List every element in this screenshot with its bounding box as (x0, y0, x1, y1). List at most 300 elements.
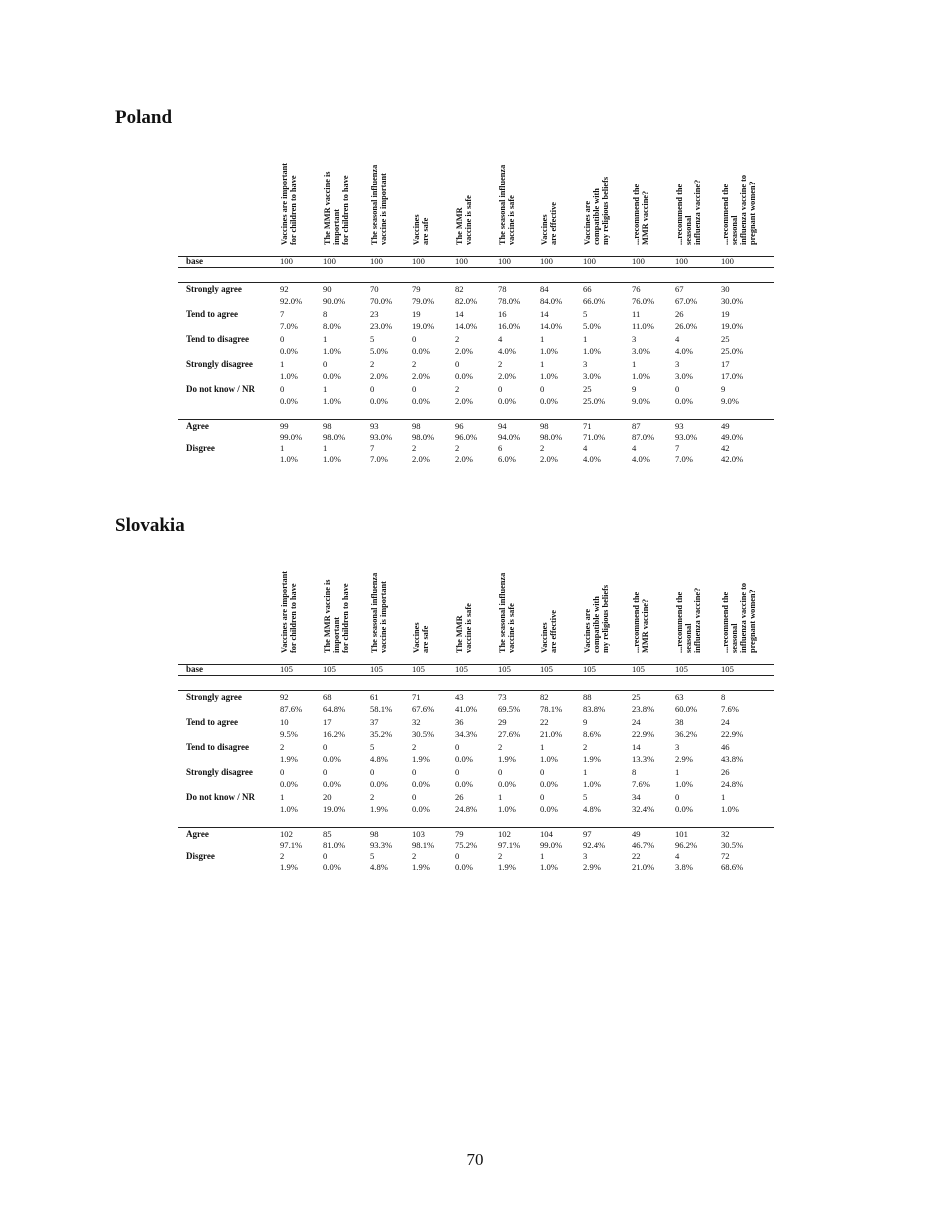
percent-value: 2.0% (455, 346, 473, 356)
base-value: 105 (280, 664, 293, 674)
agree-percent: 97.1% (280, 840, 303, 850)
count-value: 2 (455, 384, 460, 394)
count-value: 26 (455, 792, 464, 802)
row-label-tend-to-disagree: Tend to disagree (186, 334, 250, 344)
column-header-text: The MMR vaccine is safe (455, 603, 473, 653)
percent-value: 1.0% (323, 396, 341, 406)
agree-count: 98 (412, 421, 421, 431)
count-value: 0 (323, 742, 328, 752)
agree-percent: 98.1% (412, 840, 435, 850)
percent-value: 0.0% (412, 779, 430, 789)
column-header-text: ...recommend the seasonal influenza vaccine to pregnant women? (721, 174, 757, 245)
percent-value: 64.8% (323, 704, 346, 714)
count-value: 92 (280, 692, 289, 702)
column-header (280, 553, 322, 653)
count-value: 0 (455, 767, 460, 777)
agree-percent: 81.0% (323, 840, 346, 850)
percent-value: 23.0% (370, 321, 393, 331)
disagree-percent: 0.0% (323, 862, 341, 872)
base-rule (178, 675, 774, 676)
row-label-disagree: Disgree (186, 851, 215, 861)
percent-value: 1.0% (280, 371, 298, 381)
percent-value: 30.0% (721, 296, 744, 306)
disagree-count: 2 (412, 443, 417, 453)
base-value: 100 (370, 256, 383, 266)
responses-top-rule (178, 690, 774, 691)
percent-value: 78.1% (540, 704, 563, 714)
count-value: 67 (675, 284, 684, 294)
base-value: 105 (540, 664, 553, 674)
disagree-percent: 1.0% (540, 862, 558, 872)
disagree-count: 0 (323, 851, 328, 861)
base-value: 105 (632, 664, 645, 674)
percent-value: 35.2% (370, 729, 393, 739)
column-header-text: ...recommend the MMR vaccine? (632, 183, 650, 245)
count-value: 38 (675, 717, 684, 727)
count-value: 3 (675, 359, 680, 369)
percent-value: 7.6% (632, 779, 650, 789)
agree-count: 104 (540, 829, 553, 839)
percent-value: 19.0% (412, 321, 435, 331)
count-value: 1 (323, 384, 328, 394)
percent-value: 60.0% (675, 704, 698, 714)
percent-value: 19.0% (323, 804, 346, 814)
percent-value: 76.0% (632, 296, 655, 306)
disagree-percent: 6.0% (498, 454, 516, 464)
count-value: 3 (583, 359, 588, 369)
agree-percent: 98.0% (540, 432, 563, 442)
count-value: 61 (370, 692, 379, 702)
column-header (721, 553, 763, 653)
column-header-text: ...recommend the seasonal influenza vaccine? (675, 587, 702, 653)
column-header (280, 145, 322, 245)
count-value: 0 (540, 767, 545, 777)
percent-value: 78.0% (498, 296, 521, 306)
percent-value: 25.0% (721, 346, 744, 356)
column-header (675, 145, 717, 245)
disagree-count: 6 (498, 443, 503, 453)
percent-value: 14.0% (455, 321, 478, 331)
agree-count: 93 (675, 421, 684, 431)
column-header (323, 145, 365, 245)
percent-value: 0.0% (412, 346, 430, 356)
disagree-count: 1 (280, 443, 285, 453)
agree-count: 87 (632, 421, 641, 431)
agree-percent: 87.0% (632, 432, 655, 442)
percent-value: 90.0% (323, 296, 346, 306)
count-value: 4 (675, 334, 680, 344)
column-header-text: Vaccines are compatible with my religious beliefs (583, 176, 610, 245)
column-header-text: The MMR vaccine is important for children to have (323, 579, 350, 653)
agree-percent: 98.0% (412, 432, 435, 442)
agree-count: 79 (455, 829, 464, 839)
row-label-strongly-agree: Strongly agree (186, 692, 242, 702)
agree-percent: 96.2% (675, 840, 698, 850)
percent-value: 17.0% (721, 371, 744, 381)
count-value: 25 (721, 334, 730, 344)
count-value: 20 (323, 792, 332, 802)
disagree-percent: 1.0% (323, 454, 341, 464)
disagree-count: 0 (455, 851, 460, 861)
count-value: 3 (675, 742, 680, 752)
count-value: 29 (498, 717, 507, 727)
count-value: 1 (675, 767, 680, 777)
count-value: 8 (721, 692, 726, 702)
disagree-percent: 7.0% (370, 454, 388, 464)
column-header-text: Vaccines are safe (412, 622, 430, 653)
percent-value: 67.0% (675, 296, 698, 306)
percent-value: 83.8% (583, 704, 606, 714)
disagree-count: 42 (721, 443, 730, 453)
agree-percent: 75.2% (455, 840, 478, 850)
percent-value: 8.0% (323, 321, 341, 331)
row-label-agree: Agree (186, 421, 209, 431)
count-value: 17 (721, 359, 730, 369)
row-label-tend-to-agree: Tend to agree (186, 309, 239, 319)
percent-value: 0.0% (280, 779, 298, 789)
disagree-percent: 21.0% (632, 862, 655, 872)
count-value: 14 (540, 309, 549, 319)
count-value: 82 (455, 284, 464, 294)
agree-percent: 93.0% (675, 432, 698, 442)
percent-value: 1.0% (675, 779, 693, 789)
row-label-base: base (186, 664, 204, 674)
column-header (498, 145, 540, 245)
summary-top-rule (178, 419, 774, 420)
column-header (455, 145, 497, 245)
count-value: 24 (632, 717, 641, 727)
disagree-count: 2 (412, 851, 417, 861)
base-value: 100 (498, 256, 511, 266)
count-value: 0 (280, 334, 285, 344)
percent-value: 1.0% (280, 804, 298, 814)
disagree-percent: 1.9% (280, 862, 298, 872)
disagree-percent: 1.9% (498, 862, 516, 872)
agree-percent: 99.0% (540, 840, 563, 850)
agree-count: 85 (323, 829, 332, 839)
disagree-percent: 0.0% (455, 862, 473, 872)
disagree-percent: 42.0% (721, 454, 744, 464)
poland-table (178, 145, 774, 485)
column-header-text: The MMR vaccine is safe (455, 195, 473, 245)
disagree-percent: 3.8% (675, 862, 693, 872)
count-value: 22 (540, 717, 549, 727)
agree-count: 96 (455, 421, 464, 431)
count-value: 1 (540, 334, 545, 344)
disagree-percent: 2.9% (583, 862, 601, 872)
count-value: 9 (632, 384, 637, 394)
base-value: 100 (721, 256, 734, 266)
percent-value: 3.0% (583, 371, 601, 381)
agree-count: 101 (675, 829, 688, 839)
count-value: 9 (721, 384, 726, 394)
percent-value: 25.0% (583, 396, 606, 406)
percent-value: 4.0% (498, 346, 516, 356)
count-value: 30 (721, 284, 730, 294)
percent-value: 30.5% (412, 729, 435, 739)
percent-value: 84.0% (540, 296, 563, 306)
percent-value: 7.6% (721, 704, 739, 714)
count-value: 5 (583, 309, 588, 319)
count-value: 5 (370, 742, 375, 752)
percent-value: 0.0% (323, 779, 341, 789)
agree-count: 98 (540, 421, 549, 431)
count-value: 10 (280, 717, 289, 727)
disagree-percent: 1.0% (280, 454, 298, 464)
slovakia-table (178, 553, 774, 893)
count-value: 2 (498, 359, 503, 369)
percent-value: 9.0% (632, 396, 650, 406)
column-header (370, 553, 412, 653)
column-header (498, 553, 540, 653)
percent-value: 0.0% (323, 371, 341, 381)
count-value: 3 (632, 334, 637, 344)
disagree-count: 4 (632, 443, 637, 453)
count-value: 79 (412, 284, 421, 294)
percent-value: 11.0% (632, 321, 654, 331)
base-value: 100 (412, 256, 425, 266)
percent-value: 0.0% (498, 396, 516, 406)
agree-count: 98 (323, 421, 332, 431)
column-header-text: ...recommend the seasonal influenza vaccine? (675, 179, 702, 245)
column-header-text: Vaccines are effective (540, 202, 558, 245)
percent-value: 0.0% (323, 754, 341, 764)
count-value: 17 (323, 717, 332, 727)
count-value: 92 (280, 284, 289, 294)
percent-value: 43.8% (721, 754, 744, 764)
agree-percent: 99.0% (280, 432, 303, 442)
percent-value: 0.0% (455, 371, 473, 381)
disagree-count: 1 (540, 851, 545, 861)
percent-value: 32.4% (632, 804, 655, 814)
percent-value: 0.0% (280, 396, 298, 406)
disagree-percent: 4.0% (583, 454, 601, 464)
count-value: 2 (455, 334, 460, 344)
base-value: 105 (455, 664, 468, 674)
percent-value: 1.0% (540, 346, 558, 356)
percent-value: 1.0% (540, 754, 558, 764)
percent-value: 14.0% (540, 321, 563, 331)
agree-count: 97 (583, 829, 592, 839)
percent-value: 4.8% (370, 754, 388, 764)
count-value: 8 (632, 767, 637, 777)
column-header (583, 553, 625, 653)
percent-value: 2.0% (412, 371, 430, 381)
percent-value: 5.0% (370, 346, 388, 356)
count-value: 0 (540, 384, 545, 394)
disagree-count: 2 (280, 851, 285, 861)
count-value: 46 (721, 742, 730, 752)
base-value: 100 (675, 256, 688, 266)
disagree-percent: 4.0% (632, 454, 650, 464)
column-header-text: Vaccines are important for children to have (280, 162, 298, 245)
percent-value: 2.0% (455, 396, 473, 406)
row-label-do-not-know: Do not know / NR (186, 792, 256, 802)
disagree-percent: 2.0% (455, 454, 473, 464)
base-value: 100 (632, 256, 645, 266)
percent-value: 0.0% (675, 804, 693, 814)
row-label-strongly-disagree: Strongly disagree (186, 767, 253, 777)
percent-value: 22.9% (632, 729, 655, 739)
disagree-count: 4 (583, 443, 588, 453)
count-value: 84 (540, 284, 549, 294)
disagree-count: 3 (583, 851, 588, 861)
count-value: 0 (280, 767, 285, 777)
agree-percent: 98.0% (323, 432, 346, 442)
percent-value: 70.0% (370, 296, 393, 306)
section-title-slovakia: Slovakia (115, 515, 185, 536)
count-value: 0 (412, 384, 417, 394)
percent-value: 87.6% (280, 704, 303, 714)
percent-value: 1.0% (583, 779, 601, 789)
row-label-disagree: Disgree (186, 443, 215, 453)
disagree-count: 2 (498, 851, 503, 861)
percent-value: 13.3% (632, 754, 655, 764)
column-header (412, 553, 454, 653)
column-header (540, 553, 582, 653)
disagree-count: 22 (632, 851, 641, 861)
percent-value: 92.0% (280, 296, 303, 306)
count-value: 1 (540, 742, 545, 752)
count-value: 0 (412, 334, 417, 344)
percent-value: 1.9% (280, 754, 298, 764)
percent-value: 2.0% (498, 371, 516, 381)
base-value: 105 (721, 664, 734, 674)
agree-count: 49 (721, 421, 730, 431)
count-value: 0 (675, 792, 680, 802)
percent-value: 82.0% (455, 296, 478, 306)
count-value: 43 (455, 692, 464, 702)
count-value: 19 (412, 309, 421, 319)
agree-percent: 97.1% (498, 840, 521, 850)
percent-value: 21.0% (540, 729, 563, 739)
column-header (412, 145, 454, 245)
percent-value: 1.9% (370, 804, 388, 814)
percent-value: 19.0% (721, 321, 744, 331)
agree-count: 102 (498, 829, 511, 839)
count-value: 2 (370, 792, 375, 802)
count-value: 8 (323, 309, 328, 319)
percent-value: 41.0% (455, 704, 478, 714)
count-value: 0 (370, 384, 375, 394)
count-value: 0 (323, 767, 328, 777)
disagree-count: 1 (323, 443, 328, 453)
column-header (323, 553, 365, 653)
percent-value: 22.9% (721, 729, 744, 739)
count-value: 2 (412, 359, 417, 369)
count-value: 4 (498, 334, 503, 344)
base-value: 105 (675, 664, 688, 674)
column-header-text: The seasonal influenza vaccine is safe (498, 572, 516, 653)
percent-value: 0.0% (540, 779, 558, 789)
count-value: 9 (583, 717, 588, 727)
percent-value: 0.0% (370, 396, 388, 406)
disagree-count: 4 (675, 851, 680, 861)
count-value: 90 (323, 284, 332, 294)
agree-count: 98 (370, 829, 379, 839)
responses-top-rule (178, 282, 774, 283)
count-value: 19 (721, 309, 730, 319)
base-value: 100 (323, 256, 336, 266)
count-value: 1 (540, 359, 545, 369)
disagree-percent: 1.9% (412, 862, 430, 872)
percent-value: 34.3% (455, 729, 478, 739)
percent-value: 0.0% (498, 779, 516, 789)
count-value: 0 (412, 792, 417, 802)
percent-value: 23.8% (632, 704, 655, 714)
count-value: 5 (583, 792, 588, 802)
percent-value: 8.6% (583, 729, 601, 739)
count-value: 0 (498, 767, 503, 777)
count-value: 1 (280, 359, 285, 369)
percent-value: 58.1% (370, 704, 393, 714)
agree-count: 93 (370, 421, 379, 431)
agree-count: 71 (583, 421, 592, 431)
percent-value: 67.6% (412, 704, 435, 714)
count-value: 1 (498, 792, 503, 802)
percent-value: 2.0% (370, 371, 388, 381)
percent-value: 0.0% (455, 754, 473, 764)
count-value: 14 (455, 309, 464, 319)
summary-top-rule (178, 827, 774, 828)
column-header-text: ...recommend the MMR vaccine? (632, 591, 650, 653)
column-header (370, 145, 412, 245)
count-value: 37 (370, 717, 379, 727)
column-header (632, 553, 674, 653)
column-header-text: The seasonal influenza vaccine is safe (498, 164, 516, 245)
count-value: 73 (498, 692, 507, 702)
disagree-count: 72 (721, 851, 730, 861)
count-value: 2 (583, 742, 588, 752)
base-value: 100 (540, 256, 553, 266)
disagree-count: 5 (370, 851, 375, 861)
agree-count: 32 (721, 829, 730, 839)
base-value: 105 (498, 664, 511, 674)
count-value: 0 (370, 767, 375, 777)
count-value: 11 (632, 309, 641, 319)
count-value: 0 (455, 742, 460, 752)
percent-value: 69.5% (498, 704, 521, 714)
column-header-text: The seasonal influenza vaccine is important (370, 572, 388, 653)
count-value: 5 (370, 334, 375, 344)
disagree-count: 7 (675, 443, 680, 453)
percent-value: 9.0% (721, 396, 739, 406)
percent-value: 0.0% (412, 804, 430, 814)
count-value: 70 (370, 284, 379, 294)
column-header-text: The seasonal influenza vaccine is important (370, 164, 388, 245)
percent-value: 0.0% (540, 396, 558, 406)
percent-value: 0.0% (280, 346, 298, 356)
count-value: 0 (280, 384, 285, 394)
row-label-strongly-disagree: Strongly disagree (186, 359, 253, 369)
base-value: 105 (370, 664, 383, 674)
count-value: 0 (675, 384, 680, 394)
count-value: 71 (412, 692, 421, 702)
disagree-count: 2 (455, 443, 460, 453)
percent-value: 3.0% (632, 346, 650, 356)
percent-value: 16.2% (323, 729, 346, 739)
count-value: 76 (632, 284, 641, 294)
count-value: 82 (540, 692, 549, 702)
percent-value: 2.9% (675, 754, 693, 764)
agree-percent: 96.0% (455, 432, 478, 442)
count-value: 23 (370, 309, 379, 319)
percent-value: 4.0% (675, 346, 693, 356)
count-value: 1 (583, 767, 588, 777)
percent-value: 1.9% (412, 754, 430, 764)
agree-count: 94 (498, 421, 507, 431)
percent-value: 24.8% (721, 779, 744, 789)
